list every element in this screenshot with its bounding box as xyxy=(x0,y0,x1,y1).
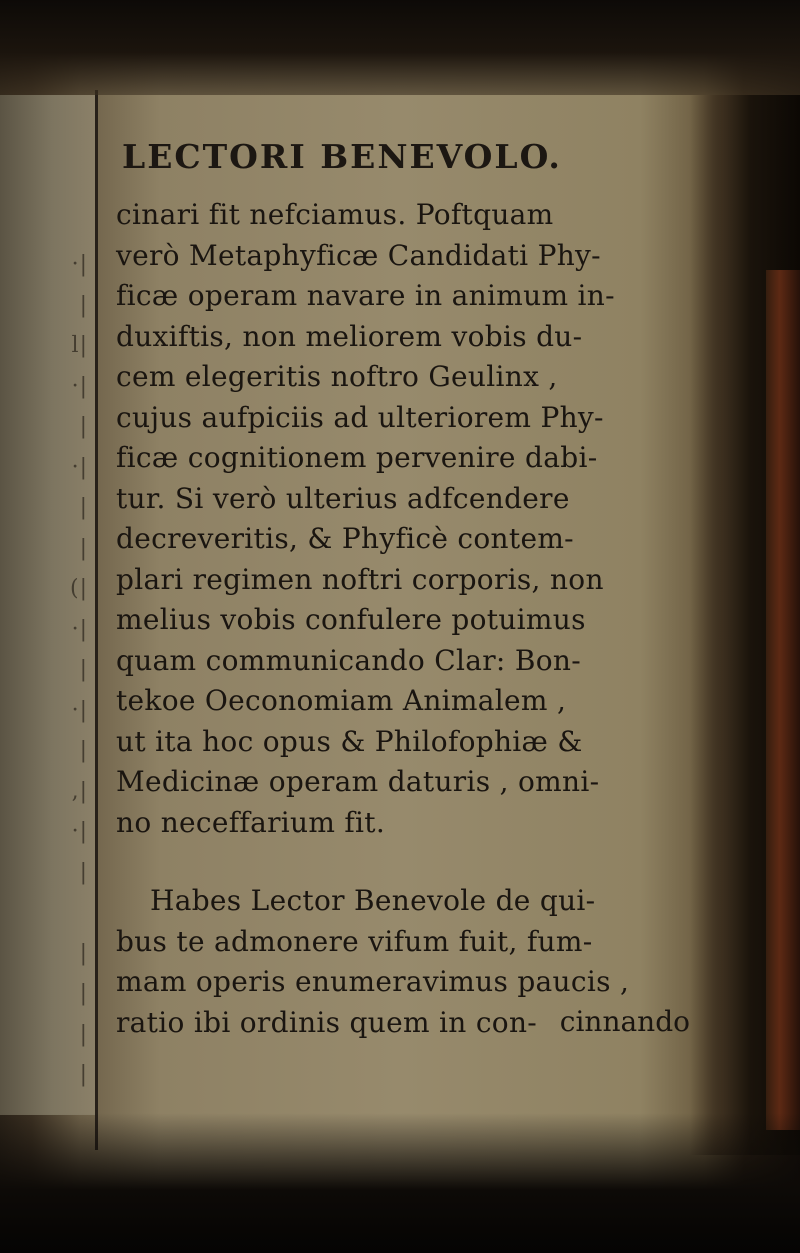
text-line: bus te admonere vifum fuit, fum- xyxy=(116,924,593,958)
facing-page-fragment xyxy=(0,95,95,1115)
text-line: ut ita hoc opus & Philofophiæ & xyxy=(116,724,583,758)
top-shadow xyxy=(0,0,800,95)
text-line: cujus aufpiciis ad ulteriorem Phy- xyxy=(116,400,604,434)
text-line: Medicinæ operam daturis , omni- xyxy=(116,765,600,798)
text-line: quam communicando Clar: Bon- xyxy=(116,643,581,677)
catchword: cinnando xyxy=(559,1005,690,1038)
binding-edge xyxy=(766,270,800,1130)
text-line: Habes Lector Benevole de qui- xyxy=(150,884,596,917)
running-head: LECTORI BENEVOLO. xyxy=(122,137,562,176)
facing-page-line-ends: ·| | l| ·| | ·| | | (| ·| | ·| | ,| ·| | | | | | xyxy=(70,252,88,1087)
text-line: ratio ibi ordinis quem in con- xyxy=(116,1005,538,1039)
printed-page xyxy=(100,95,700,1155)
text-line: verò Metaphyficæ Candidati Phy- xyxy=(116,238,601,272)
text-line: tekoe Oeconomiam Animalem , xyxy=(116,684,567,717)
text-line: ficæ cognitionem pervenire dabi- xyxy=(116,441,598,474)
text-line: decreveritis, & Phyficè contem- xyxy=(116,522,574,555)
text-line: no neceffarium fit. xyxy=(116,805,386,839)
text-line: duxiftis, non meliorem vobis du- xyxy=(116,319,583,353)
text-line: tur. Si verò ulterius adfcendere xyxy=(116,481,570,515)
text-line: melius vobis confulere potuimus xyxy=(116,603,586,636)
text-line: cinari fit nefciamus. Poftquam xyxy=(116,198,554,231)
text-line: mam operis enumeravimus paucis , xyxy=(116,965,630,998)
body-text xyxy=(116,195,696,1043)
text-line: ficæ operam navare in animum in- xyxy=(116,279,615,312)
page-gutter xyxy=(95,90,98,1150)
text-line: plari regimen noftri corporis, non xyxy=(116,562,604,596)
text-line: cem elegeritis noftro Geulinx , xyxy=(116,360,558,393)
bottom-shadow xyxy=(0,1113,800,1253)
